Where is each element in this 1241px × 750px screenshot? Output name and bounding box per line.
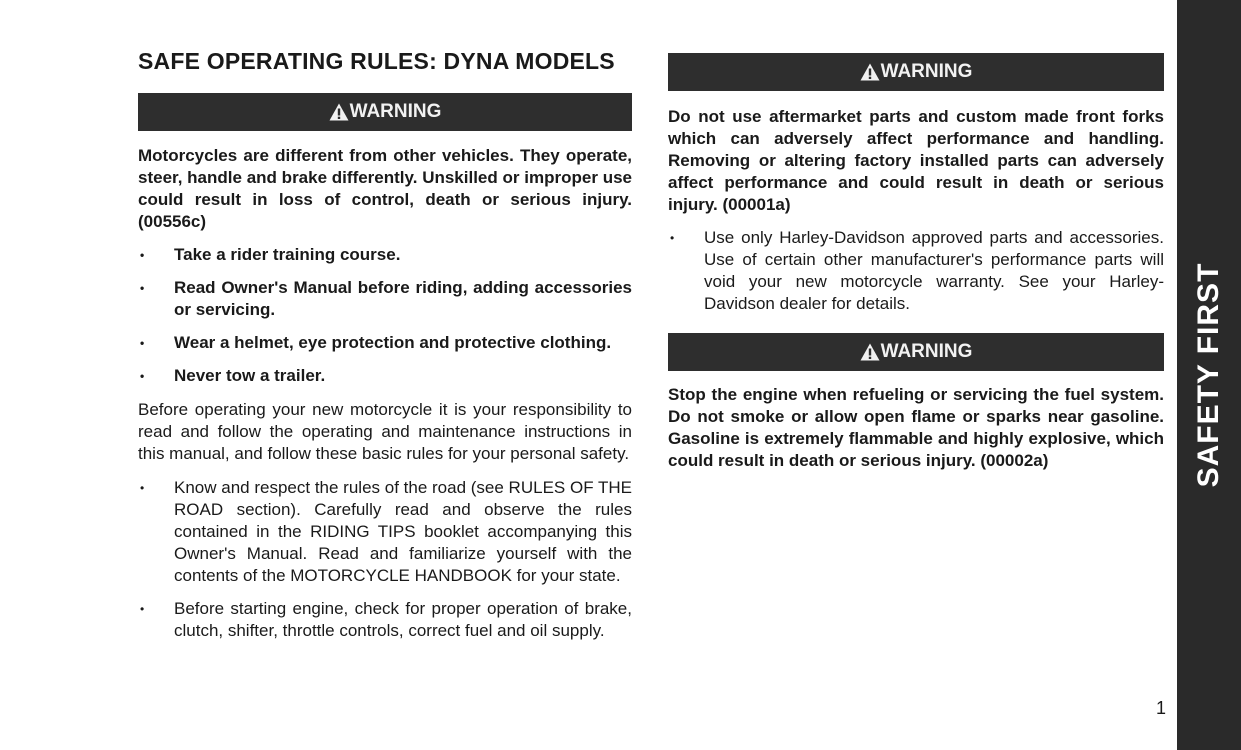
warning-label: WARNING	[880, 61, 973, 82]
side-tab-label: SAFETY FIRST	[1192, 262, 1225, 488]
warning-bar	[668, 333, 1164, 371]
page-number: 1	[1155, 698, 1166, 718]
warning-label: WARNING	[880, 341, 973, 362]
warning-bar	[138, 93, 632, 131]
right-warning-2	[668, 384, 1164, 472]
rules-bullet-list	[138, 477, 632, 642]
list-item: • Take a rider training course.	[138, 244, 632, 266]
intro-paragraph: Before operating your new motorcycle it is your responsibility to read and follow the operating and maintenance instructions in this manual, and follow these basic rules for your personal safety.	[138, 400, 632, 463]
warning-bar	[668, 53, 1164, 91]
warning-text: Motorcycles are different from other vehicles. They operate, steer, handle and brake differently. Unskilled or improper use could result in loss of control, death or serious injury. (00556c)	[138, 146, 632, 231]
list-item: • Before starting engine, check for proper operation of brake, clutch, shifter, throttle controls, correct fuel and oil supply.	[138, 598, 632, 642]
bold-bullet-list	[138, 244, 632, 387]
page-title: SAFE OPERATING RULES: DYNA MODELS	[138, 48, 615, 74]
list-item: • Wear a helmet, eye protection and protective clothing.	[138, 332, 632, 354]
warning-triangle-icon	[860, 63, 880, 81]
parts-bullet-list	[668, 227, 1164, 315]
warning-triangle-icon	[329, 103, 349, 121]
list-item: • Use only Harley-Davidson approved parts and accessories. Use of certain other manufacturer's performance parts will void your new motorcycle warranty. See your Harley-Davidson dealer for details.	[668, 227, 1164, 315]
warning-label: WARNING	[349, 101, 442, 122]
list-item: • Read Owner's Manual before riding, adding accessories or servicing.	[138, 277, 632, 321]
left-column	[138, 145, 632, 642]
warning-triangle-icon	[860, 343, 880, 361]
right-warning-1	[668, 106, 1164, 315]
list-item: • Never tow a trailer.	[138, 365, 632, 387]
list-item: • Know and respect the rules of the road (see RULES OF THE ROAD section). Carefully read and observe the rules contained in the RIDING TIPS booklet accompanying this Owner's Manual. Read and familiarize yourself with the contents of the MOTORCYCLE HANDBOOK for your state.	[138, 477, 632, 587]
warning-text: Stop the engine when refueling or servicing the fuel system. Do not smoke or allow open flame or sparks near gasoline. Gasoline is extremely flammable and highly explosive, which could result in death or serious injury. (00002a)	[668, 385, 1164, 470]
warning-text: Do not use aftermarket parts and custom made front forks which can adversely affect performance and handling. Removing or altering factory installed parts can adversely affect performance and could result in death or serious injury. (00001a)	[668, 107, 1164, 214]
